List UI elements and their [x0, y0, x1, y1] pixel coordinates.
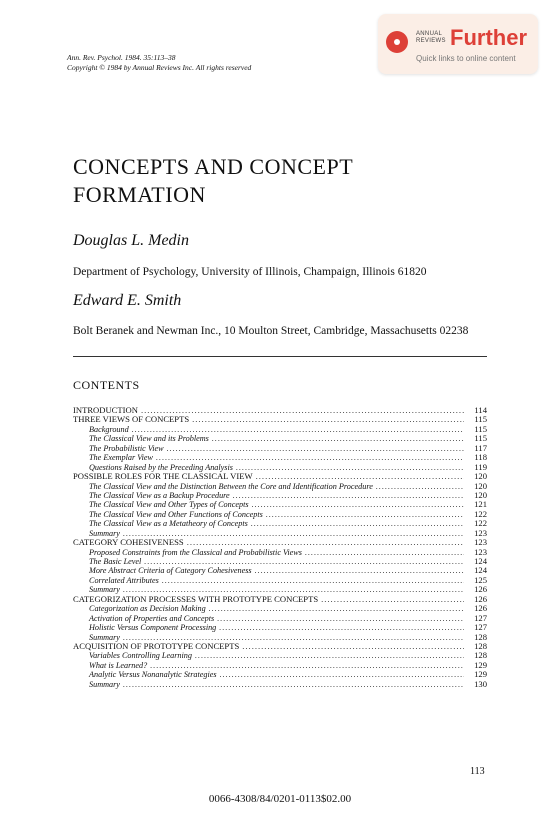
author-name: Douglas L. Medin: [73, 232, 189, 249]
toc-leader-dots: [242, 642, 464, 651]
toc-leader-dots: [321, 595, 464, 604]
toc-entry-page: 117: [474, 442, 487, 453]
toc-leader-dots: [256, 472, 464, 481]
toc-entry-label: CATEGORIZATION PROCESSES WITH PROTOTYPE CONCEPTS: [73, 593, 319, 604]
toc-entry-page: 115: [474, 423, 487, 434]
toc-entry[interactable]: [73, 661, 487, 670]
toc-entry-page: 126: [474, 593, 487, 604]
toc-entry[interactable]: [73, 444, 487, 453]
toc-entry-page: 128: [474, 650, 487, 661]
toc-entry-label: The Classical View and Other Functions of Concepts: [89, 509, 263, 519]
toc-leader-dots: [123, 680, 464, 689]
toc-leader-dots: [255, 566, 464, 575]
toc-entry-page: 122: [474, 508, 487, 519]
toc-entry-page: 114: [474, 405, 487, 415]
badge-tagline: Quick links to online content: [416, 54, 516, 63]
toc-entry-label: Summary: [89, 528, 120, 538]
toc-entry[interactable]: [73, 566, 487, 575]
toc-entry-label: Correlated Attributes: [89, 575, 159, 585]
toc-entry[interactable]: [73, 614, 487, 623]
toc-entry-label: Categorization as Decision Making: [89, 604, 206, 614]
toc-entry[interactable]: [73, 519, 487, 528]
copyright-line: Copyright © 1984 by Annual Reviews Inc. All rights reserved: [67, 63, 252, 72]
toc-entry[interactable]: [73, 482, 487, 491]
toc-entry-page: 123: [474, 527, 487, 538]
toc-leader-dots: [305, 548, 464, 557]
toc-entry-label: The Classical View and the Distinction Between the Core and Identification Procedure: [89, 481, 373, 491]
toc-leader-dots: [219, 623, 464, 632]
toc-leader-dots: [144, 557, 464, 566]
author-affiliation: Department of Psychology, University of Illinois, Champaign, Illinois 61820: [73, 266, 427, 278]
toc-entry-label: Summary: [89, 632, 120, 642]
toc-entry[interactable]: [73, 670, 487, 679]
toc-entry[interactable]: [73, 453, 487, 462]
toc-entry-page: 118: [474, 452, 487, 463]
toc-leader-dots: [187, 538, 464, 547]
toc-entry-label: The Classical View and Other Types of Concepts: [89, 500, 249, 510]
toc-leader-dots: [141, 406, 464, 415]
toc-entry[interactable]: [73, 576, 487, 585]
toc-leader-dots: [156, 453, 464, 462]
toc-entry-page: 122: [474, 518, 487, 529]
toc-entry-label: Analytic Versus Nonanalytic Strategies: [89, 670, 217, 680]
toc-entry-page: 123: [474, 537, 487, 548]
title-line-1: CONCEPTS AND CONCEPT: [73, 154, 354, 179]
toc-leader-dots: [150, 661, 464, 670]
toc-leader-dots: [220, 670, 464, 679]
toc-leader-dots: [195, 651, 464, 660]
toc-leader-dots: [167, 444, 464, 453]
toc-leader-dots: [132, 425, 464, 434]
toc-entry[interactable]: [73, 548, 487, 557]
toc-leader-dots: [209, 604, 464, 613]
toc-entry-page: 115: [474, 433, 487, 444]
toc-entry[interactable]: [73, 425, 487, 434]
page-number: 113: [470, 766, 485, 777]
toc-entry[interactable]: [73, 472, 487, 481]
table-of-contents: [73, 406, 487, 689]
toc-entry[interactable]: [73, 510, 487, 519]
badge-publisher: ANNUAL REVIEWS: [416, 31, 446, 44]
toc-entry-label: Variables Controlling Learning: [89, 651, 192, 661]
toc-entry-page: 125: [474, 574, 487, 585]
toc-entry-label: CATEGORY COHESIVENESS: [73, 537, 184, 548]
toc-entry-label: Activation of Properties and Concepts: [89, 613, 215, 623]
toc-entry-page: 120: [474, 489, 487, 500]
toc-entry-page: 124: [474, 556, 487, 566]
toc-entry-label: THREE VIEWS OF CONCEPTS: [73, 414, 190, 425]
journal-citation: [67, 53, 251, 73]
toc-entry-label: Background: [89, 424, 129, 434]
toc-leader-dots: [251, 519, 464, 528]
toc-leader-dots: [217, 614, 464, 623]
toc-leader-dots: [162, 576, 464, 585]
article-title: [73, 153, 353, 209]
toc-entry-label: More Abstract Criteria of Category Cohesiveness: [89, 566, 252, 576]
toc-entry-label: The Basic Level: [89, 557, 142, 566]
toc-entry[interactable]: [73, 651, 487, 660]
toc-entry[interactable]: [73, 500, 487, 509]
toc-entry-page: 128: [474, 631, 487, 642]
toc-entry-label: The Classical View as a Metatheory of Concepts: [89, 519, 248, 529]
toc-entry-label: Proposed Constraints from the Classical and Probabilistic Views: [89, 547, 302, 557]
toc-entry-label: The Classical View as a Backup Procedure: [89, 490, 230, 500]
toc-entry[interactable]: [73, 434, 487, 443]
toc-entry-page: 127: [474, 622, 487, 633]
toc-leader-dots: [252, 500, 464, 509]
author-affiliation: Bolt Beranek and Newman Inc., 10 Moulton Street, Cambridge, Massachusetts 02238: [73, 325, 469, 337]
toc-entry-label: POSSIBLE ROLES FOR THE CLASSICAL VIEW: [73, 471, 253, 482]
badge-further-label: Further: [450, 25, 527, 50]
toc-entry-label: What is Learned?: [89, 660, 148, 670]
toc-entry-page: 119: [474, 461, 487, 472]
toc-entry-page: 126: [474, 603, 487, 614]
toc-entry[interactable]: [73, 595, 487, 604]
toc-entry[interactable]: [73, 642, 487, 651]
toc-entry-page: 126: [474, 584, 487, 595]
toc-leader-dots: [212, 434, 464, 443]
toc-leader-dots: [236, 463, 464, 472]
toc-entry-page: 128: [474, 640, 487, 651]
toc-entry-label: Holistic Versus Component Processing: [89, 623, 217, 633]
footer-code: 0066-4308/84/0201-0113$02.00: [208, 793, 352, 805]
toc-leader-dots: [233, 491, 464, 500]
toc-entry[interactable]: [73, 604, 487, 613]
toc-entry[interactable]: [73, 491, 487, 500]
toc-entry[interactable]: [73, 680, 487, 689]
toc-entry[interactable]: [73, 623, 487, 632]
toc-entry-label: Summary: [89, 585, 120, 595]
contents-heading: CONTENTS: [73, 378, 140, 392]
title-line-2: FORMATION: [73, 182, 206, 207]
toc-entry-page: 127: [474, 612, 487, 623]
further-badge[interactable]: [378, 14, 538, 74]
journal-line: Ann. Rev. Psychol. 1984. 35:113–38: [67, 53, 176, 62]
toc-entry-label: Summary: [89, 679, 120, 689]
annual-reviews-logo-icon: [386, 31, 408, 53]
toc-entry-page: 121: [474, 499, 487, 510]
toc-leader-dots: [266, 510, 464, 519]
toc-entry[interactable]: [73, 415, 487, 424]
toc-entry-label: The Probabilistic View: [89, 443, 164, 453]
toc-entry-label: The Classical View and its Problems: [89, 434, 209, 444]
toc-entry-page: 124: [474, 565, 487, 576]
toc-entry-page: 120: [474, 471, 487, 482]
toc-entry[interactable]: [73, 538, 487, 547]
toc-entry-label: The Exemplar View: [89, 453, 153, 463]
toc-entry-page: 129: [474, 659, 487, 670]
toc-entry-label: Questions Raised by the Preceding Analysis: [89, 462, 233, 472]
toc-entry-label: ACQUISITION OF PROTOTYPE CONCEPTS: [73, 640, 240, 651]
toc-entry-label: INTRODUCTION: [73, 405, 138, 415]
author-name: Edward E. Smith: [73, 292, 182, 309]
toc-entry[interactable]: [73, 557, 487, 566]
toc-entry-page: 130: [474, 678, 487, 689]
divider: [73, 356, 487, 357]
toc-entry-page: 120: [474, 480, 487, 491]
toc-entry-page: 115: [474, 414, 487, 425]
toc-entry-page: 129: [474, 669, 487, 680]
toc-leader-dots: [192, 415, 464, 424]
toc-leader-dots: [376, 482, 464, 491]
toc-entry-page: 123: [474, 546, 487, 557]
